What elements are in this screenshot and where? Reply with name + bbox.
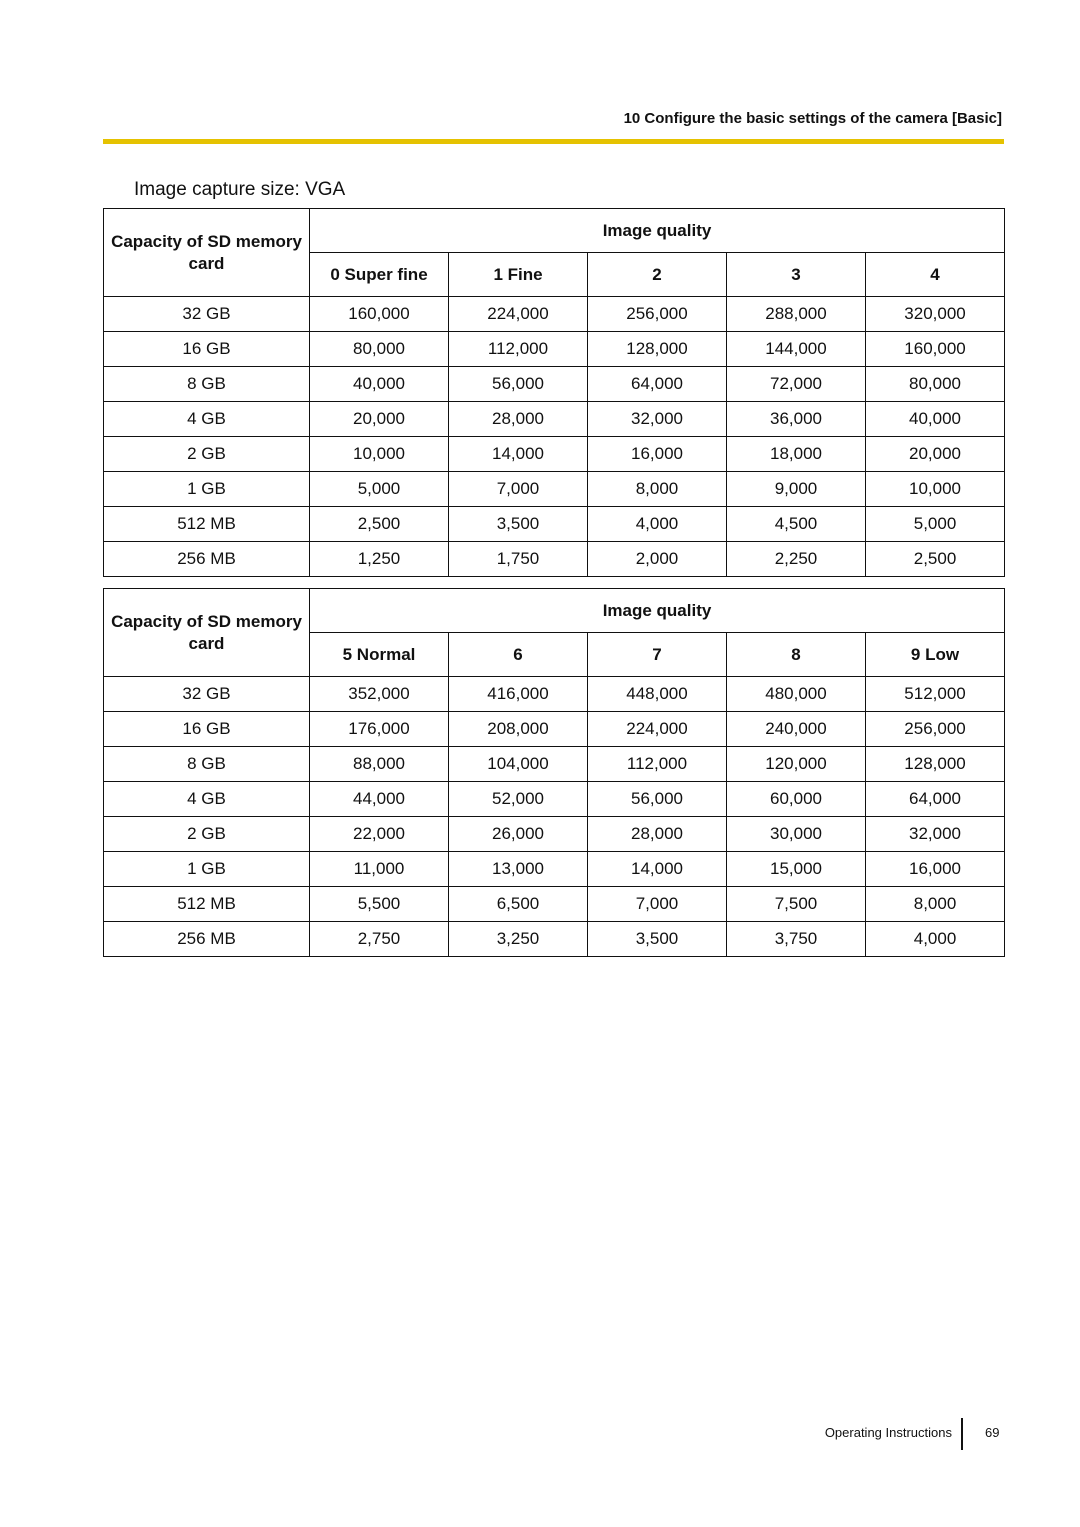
image-count-cell: 52,000 — [449, 782, 588, 817]
quality-level-header: 9 Low — [866, 633, 1005, 677]
image-count-cell: 176,000 — [310, 712, 449, 747]
image-quality-header: Image quality — [310, 209, 1005, 253]
quality-level-header: 2 — [588, 253, 727, 297]
capacity-table-1 — [103, 208, 1005, 577]
image-count-cell: 3,750 — [727, 922, 866, 957]
image-count-cell: 6,500 — [449, 887, 588, 922]
image-count-cell: 28,000 — [449, 402, 588, 437]
table-row — [104, 852, 1005, 887]
capacity-cell: 512 MB — [104, 887, 310, 922]
image-count-cell: 320,000 — [866, 297, 1005, 332]
table-row — [104, 437, 1005, 472]
image-count-cell: 240,000 — [727, 712, 866, 747]
capacity-header: Capacity of SD memory card — [104, 209, 310, 297]
header-rule — [103, 139, 1004, 144]
capacity-cell: 16 GB — [104, 712, 310, 747]
image-count-cell: 512,000 — [866, 677, 1005, 712]
image-count-cell: 4,500 — [727, 507, 866, 542]
image-count-cell: 26,000 — [449, 817, 588, 852]
footer-divider — [961, 1418, 963, 1450]
image-count-cell: 7,500 — [727, 887, 866, 922]
image-count-cell: 288,000 — [727, 297, 866, 332]
image-count-cell: 18,000 — [727, 437, 866, 472]
table-row — [104, 712, 1005, 747]
image-count-cell: 2,250 — [727, 542, 866, 577]
image-count-cell: 104,000 — [449, 747, 588, 782]
image-count-cell: 72,000 — [727, 367, 866, 402]
image-count-cell: 8,000 — [588, 472, 727, 507]
image-count-cell: 88,000 — [310, 747, 449, 782]
capacity-cell: 4 GB — [104, 782, 310, 817]
table-row — [104, 887, 1005, 922]
table-row — [104, 472, 1005, 507]
image-count-cell: 14,000 — [449, 437, 588, 472]
capacity-cell: 8 GB — [104, 747, 310, 782]
image-count-cell: 160,000 — [866, 332, 1005, 367]
image-count-cell: 64,000 — [866, 782, 1005, 817]
image-count-cell: 224,000 — [588, 712, 727, 747]
image-count-cell: 112,000 — [449, 332, 588, 367]
image-count-cell: 5,000 — [310, 472, 449, 507]
image-count-cell: 32,000 — [588, 402, 727, 437]
quality-level-header: 4 — [866, 253, 1005, 297]
quality-level-header: 8 — [727, 633, 866, 677]
capacity-cell: 512 MB — [104, 507, 310, 542]
capacity-cell: 32 GB — [104, 297, 310, 332]
table-row — [104, 747, 1005, 782]
image-count-cell: 256,000 — [866, 712, 1005, 747]
image-count-cell: 160,000 — [310, 297, 449, 332]
table-row — [104, 507, 1005, 542]
image-count-cell: 256,000 — [588, 297, 727, 332]
image-count-cell: 64,000 — [588, 367, 727, 402]
image-count-cell: 7,000 — [449, 472, 588, 507]
image-count-cell: 112,000 — [588, 747, 727, 782]
capacity-cell: 2 GB — [104, 817, 310, 852]
quality-level-header: 3 — [727, 253, 866, 297]
image-count-cell: 1,750 — [449, 542, 588, 577]
capacity-header: Capacity of SD memory card — [104, 589, 310, 677]
image-count-cell: 30,000 — [727, 817, 866, 852]
image-count-cell: 40,000 — [310, 367, 449, 402]
image-count-cell: 208,000 — [449, 712, 588, 747]
capacity-cell: 8 GB — [104, 367, 310, 402]
capacity-cell: 2 GB — [104, 437, 310, 472]
image-count-cell: 13,000 — [449, 852, 588, 887]
capacity-cell: 1 GB — [104, 472, 310, 507]
image-count-cell: 56,000 — [588, 782, 727, 817]
quality-level-header: 5 Normal — [310, 633, 449, 677]
capacity-table-2 — [103, 588, 1005, 957]
image-count-cell: 15,000 — [727, 852, 866, 887]
image-count-cell: 128,000 — [588, 332, 727, 367]
capacity-cell: 32 GB — [104, 677, 310, 712]
capacity-cell: 256 MB — [104, 922, 310, 957]
table-row — [104, 332, 1005, 367]
table-body — [104, 677, 1005, 957]
image-count-cell: 2,750 — [310, 922, 449, 957]
image-quality-header: Image quality — [310, 589, 1005, 633]
quality-level-header: 0 Super fine — [310, 253, 449, 297]
image-count-cell: 2,500 — [310, 507, 449, 542]
table-row — [104, 297, 1005, 332]
image-count-cell: 20,000 — [866, 437, 1005, 472]
image-count-cell: 3,250 — [449, 922, 588, 957]
image-count-cell: 3,500 — [588, 922, 727, 957]
quality-level-header: 7 — [588, 633, 727, 677]
image-count-cell: 8,000 — [866, 887, 1005, 922]
image-count-cell: 11,000 — [310, 852, 449, 887]
capacity-cell: 256 MB — [104, 542, 310, 577]
image-count-cell: 352,000 — [310, 677, 449, 712]
image-count-cell: 40,000 — [866, 402, 1005, 437]
table-row — [104, 782, 1005, 817]
table-row — [104, 367, 1005, 402]
image-count-cell: 120,000 — [727, 747, 866, 782]
image-count-cell: 5,000 — [866, 507, 1005, 542]
image-count-cell: 44,000 — [310, 782, 449, 817]
table-row — [104, 922, 1005, 957]
table-body — [104, 297, 1005, 577]
image-count-cell: 416,000 — [449, 677, 588, 712]
page-number: 69 — [985, 1425, 1000, 1440]
image-count-cell: 9,000 — [727, 472, 866, 507]
image-count-cell: 36,000 — [727, 402, 866, 437]
table-row — [104, 402, 1005, 437]
image-count-cell: 5,500 — [310, 887, 449, 922]
image-count-cell: 80,000 — [310, 332, 449, 367]
table-row — [104, 542, 1005, 577]
image-count-cell: 56,000 — [449, 367, 588, 402]
image-count-cell: 1,250 — [310, 542, 449, 577]
image-count-cell: 14,000 — [588, 852, 727, 887]
section-title: Image capture size: VGA — [134, 179, 346, 200]
image-count-cell: 22,000 — [310, 817, 449, 852]
quality-level-header: 1 Fine — [449, 253, 588, 297]
footer-label: Operating Instructions — [824, 1425, 952, 1440]
image-count-cell: 10,000 — [866, 472, 1005, 507]
image-count-cell: 128,000 — [866, 747, 1005, 782]
image-count-cell: 32,000 — [866, 817, 1005, 852]
image-count-cell: 4,000 — [866, 922, 1005, 957]
table-row — [104, 817, 1005, 852]
image-count-cell: 7,000 — [588, 887, 727, 922]
image-count-cell: 3,500 — [449, 507, 588, 542]
image-count-cell: 2,000 — [588, 542, 727, 577]
image-count-cell: 10,000 — [310, 437, 449, 472]
image-count-cell: 480,000 — [727, 677, 866, 712]
image-count-cell: 144,000 — [727, 332, 866, 367]
table-row — [104, 677, 1005, 712]
capacity-cell: 1 GB — [104, 852, 310, 887]
running-header: 10 Configure the basic settings of the camera [Basic] — [623, 110, 1002, 127]
image-count-cell: 448,000 — [588, 677, 727, 712]
quality-level-header: 6 — [449, 633, 588, 677]
image-count-cell: 224,000 — [449, 297, 588, 332]
image-count-cell: 2,500 — [866, 542, 1005, 577]
image-count-cell: 16,000 — [588, 437, 727, 472]
image-count-cell: 80,000 — [866, 367, 1005, 402]
capacity-cell: 16 GB — [104, 332, 310, 367]
image-count-cell: 4,000 — [588, 507, 727, 542]
image-count-cell: 28,000 — [588, 817, 727, 852]
image-count-cell: 60,000 — [727, 782, 866, 817]
capacity-cell: 4 GB — [104, 402, 310, 437]
image-count-cell: 20,000 — [310, 402, 449, 437]
image-count-cell: 16,000 — [866, 852, 1005, 887]
